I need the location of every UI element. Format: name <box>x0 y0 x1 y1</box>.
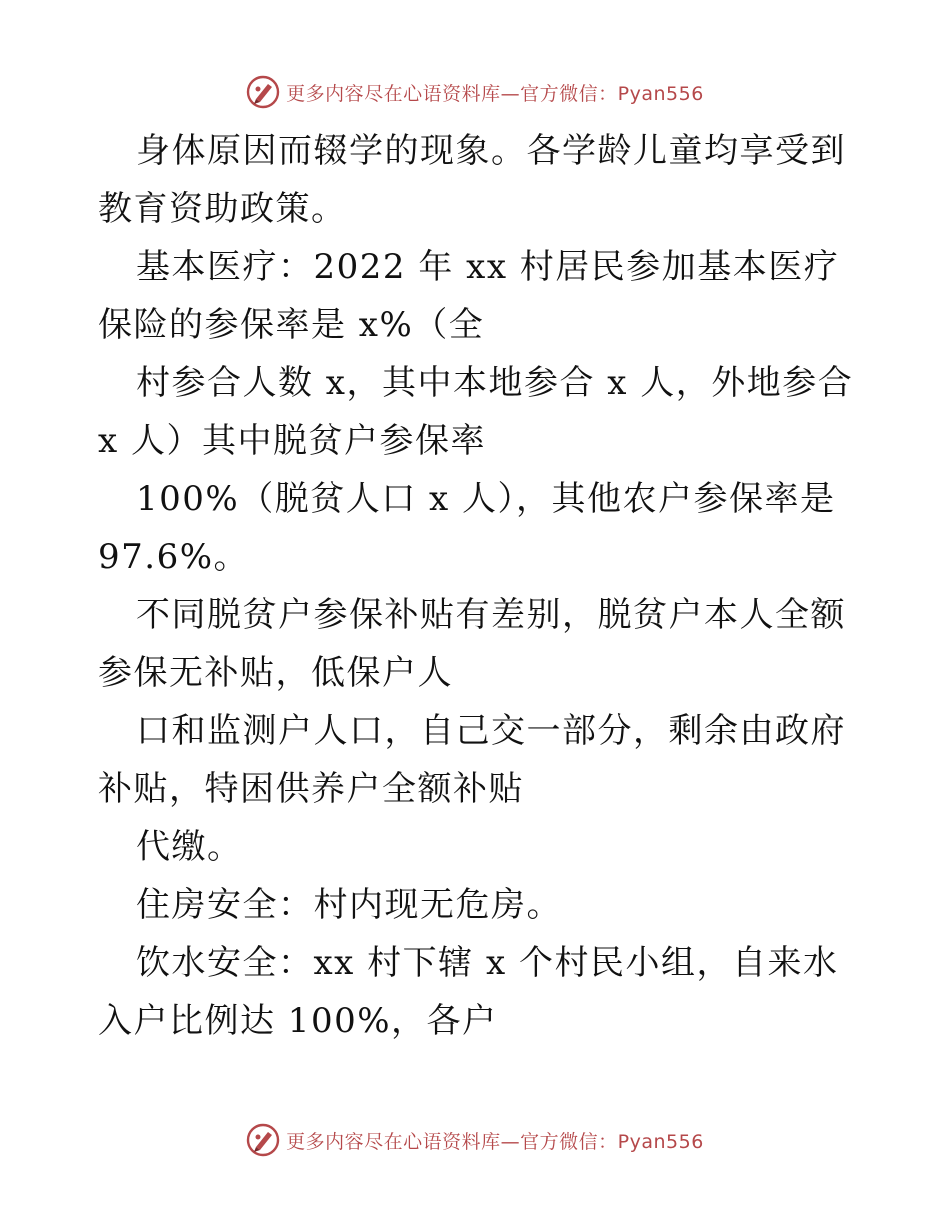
paragraph: 饮水安全：xx 村下辖 x 个村民小组，自来水入户比例达 100%，各户 <box>98 943 839 1041</box>
header-brand-text: 更多内容尽在心语资料库—官方微信：Pyan556 <box>286 82 704 105</box>
page-footer <box>0 1120 950 1160</box>
paragraph: 代缴。 <box>136 827 243 867</box>
paragraph: 身体原因而辍学的现象。各学龄儿童均享受到教育资助政策。 <box>98 131 846 229</box>
page-header <box>0 72 950 112</box>
pen-logo-icon <box>246 1123 280 1157</box>
footer-brand-text: 更多内容尽在心语资料库—官方微信：Pyan556 <box>286 1130 704 1153</box>
paragraph: 住房安全：村内现无危房。 <box>136 885 562 925</box>
paragraph: 100%（脱贫人口 x 人），其他农户参保率是 97.6%。 <box>98 479 836 577</box>
paragraph: 不同脱贫户参保补贴有差别，脱贫户本人全额参保无补贴，低保户人 <box>98 595 846 693</box>
document-body <box>98 122 858 1050</box>
paragraph: 基本医疗：2022 年 xx 村居民参加基本医疗保险的参保率是 x%（全 <box>98 247 840 345</box>
paragraph: 村参合人数 x，其中本地参合 x 人，外地参合 x 人）其中脱贫户参保率 <box>98 363 854 461</box>
pen-logo-icon <box>246 75 280 109</box>
paragraph: 口和监测户人口，自己交一部分，剩余由政府补贴，特困供养户全额补贴 <box>98 711 846 809</box>
